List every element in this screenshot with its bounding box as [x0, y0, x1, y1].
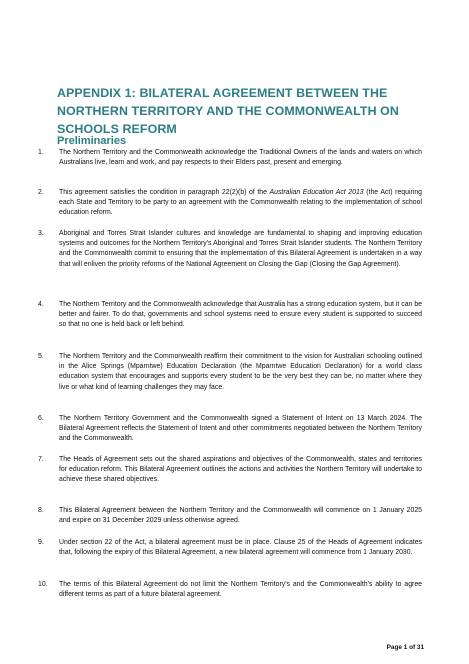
page-prefix: Page	[386, 644, 404, 651]
clause-item	[38, 455, 422, 486]
clause-text: Aboriginal and Torres Strait Islander cultures and knowledge are fundamental to shaping and improving education systems and outcomes for the Northern Territory's Aboriginal and Torres Strait Islander students. The Northern Territory and the Commonwealth commit to ensuring that the implementation of this Bilateral Agreement is undertaken in a way that will enliven the priority reforms of the National Agreement on Closing the Gap (Closing the Gap Agreement).	[59, 230, 422, 268]
clause-number: 5.	[38, 353, 44, 360]
clause-item	[38, 352, 422, 393]
page-number	[387, 644, 424, 651]
current-page: 1	[403, 644, 408, 651]
clause-text: The Northern Territory and the Commonwealth reaffirm their commitment to the vision for Australian schooling outlined in the Alice Springs (Mparntwe) Education Declaration (the Mparntwe Education Declaration) for a world class education system that encourages and supports every student to be the very best they can be, no matter where they live or what kind of learning challenges they may face.	[59, 353, 422, 391]
clause-item	[38, 580, 422, 600]
clause-number: 10.	[38, 581, 48, 588]
clause-number: 7.	[38, 456, 44, 463]
clause-number: 8.	[38, 507, 44, 514]
total-pages: 31	[416, 644, 424, 651]
clause-text: Under section 22 of the Act, a bilateral agreement must be in place. Clause 25 of the Heads of Agreement indicates that, following the expiry of this Bilateral Agreement, a new bilateral agreement will commence from 1 January 2030.	[59, 539, 422, 557]
clause-number: 6.	[38, 415, 44, 422]
clause-number: 2.	[38, 189, 44, 196]
clause-item	[38, 188, 422, 219]
clause-number: 4.	[38, 301, 44, 308]
clause-text: The terms of this Bilateral Agreement do not limit the Northern Territory's and the Commonwealth's ability to agree different terms as part of a future bilateral agreement.	[59, 581, 422, 599]
page-separator: of	[407, 644, 417, 651]
clause-text: The Heads of Agreement sets out the shared aspirations and objectives of the Commonwealth, states and territories for education reform. This Bilateral Agreement outlines the actions and activities the Northern Territory will undertake to achieve these shared objectives.	[59, 456, 422, 484]
clause-item	[38, 300, 422, 331]
clause-item	[38, 229, 422, 270]
clause-item	[38, 538, 422, 558]
act-title: Australian Education Act 2013	[269, 189, 364, 196]
clause-text: This Bilateral Agreement between the Northern Territory and the Commonwealth will commence on 1 January 2025 and expire on 31 December 2029 unless otherwise agreed.	[59, 507, 422, 525]
clause-item	[38, 148, 422, 168]
clause-number: 1.	[38, 149, 44, 156]
clause-number: 3.	[38, 230, 44, 237]
clause-text-part: (the Act) requiring each State and Territory to be party to an agreement with the Commonwealth relating to the implementation of school education reform.	[59, 189, 422, 217]
clause-item	[38, 414, 422, 445]
clause-text: The Northern Territory and the Commonwealth acknowledge the Traditional Owners of the lands and waters on which Australians live, learn and work, and pay respects to their Elders past, present and emerging.	[59, 149, 422, 167]
clause-text: The Northern Territory and the Commonwealth acknowledge that Australia has a strong education system, but it can be better and fairer. To do that, governments and school systems need to ensure every student is supported to succeed so that no one is held back or left behind.	[59, 301, 422, 329]
clause-text-part: This agreement satisfies the condition in paragraph 22(2)(b) of the	[59, 189, 270, 196]
clause-text	[59, 188, 422, 219]
page-title: APPENDIX 1: BILATERAL AGREEMENT BETWEEN THE NORTHERN TERRITORY AND THE COMMONWEALTH ON SCHOOLS REFORM	[57, 86, 399, 137]
clause-item	[38, 506, 422, 526]
clause-number: 9.	[38, 539, 44, 546]
section-heading: Preliminaries	[57, 135, 127, 148]
clause-text: The Northern Territory Government and the Commonwealth signed a Statement of Intent on 13 March 2024. The Bilateral Agreement reflects the Statement of Intent and other commitments negotiated between the Northern Territory and the Commonwealth.	[59, 415, 422, 443]
